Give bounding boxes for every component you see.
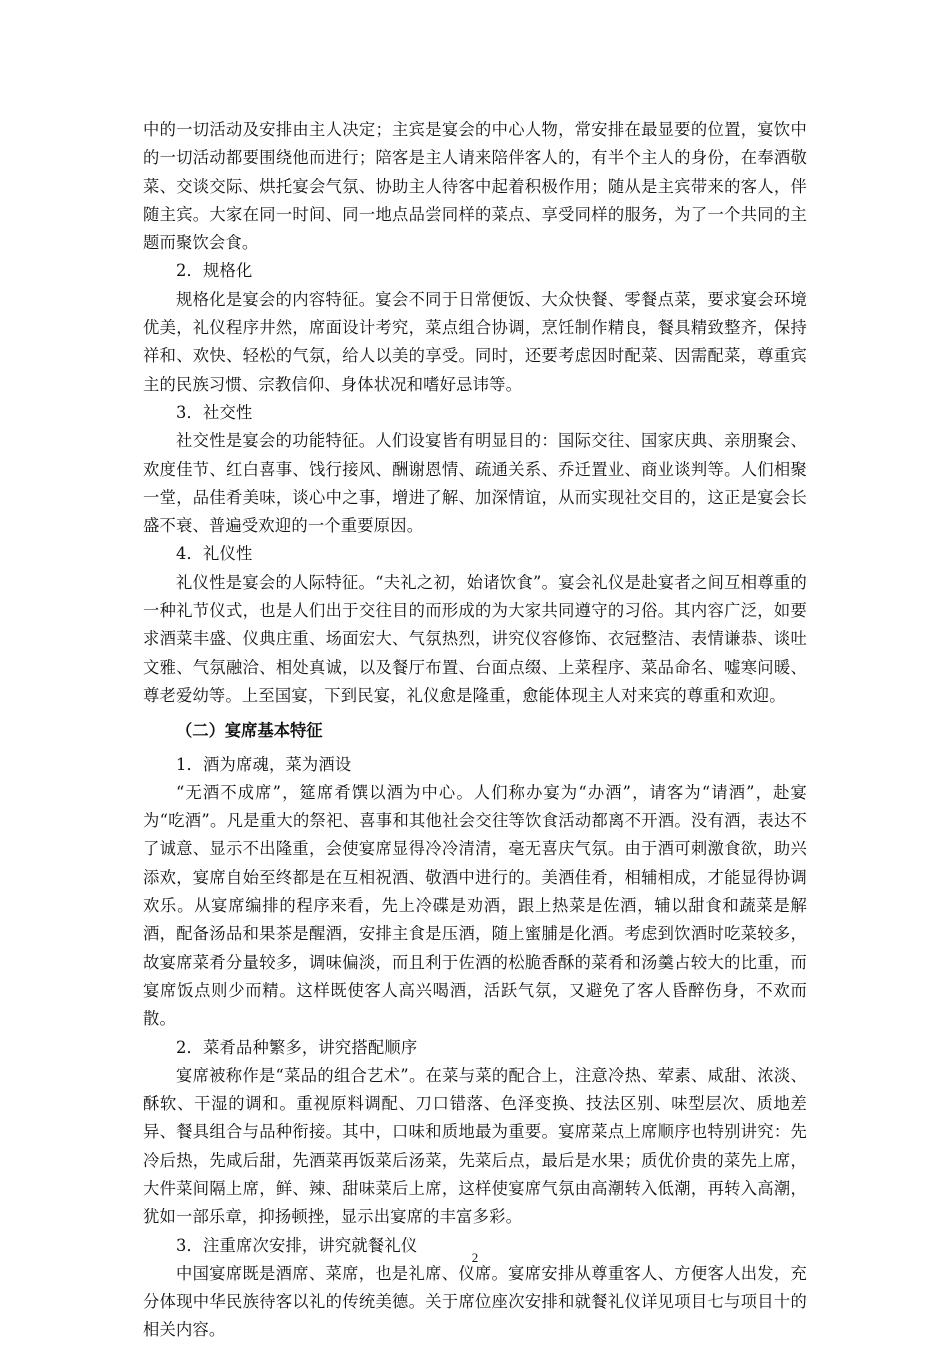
paragraph: 宴席被称作是“菜品的组合艺术”。在菜与菜的配合上，注意冷热、荤素、咸甜、浓淡、酥软、干湿的调和。重视原料调配、刀口错落、色泽变换、技法区别、味型层次、质地差异、餐具组合与品种衔接。其中，口味和质地最为重要。宴席菜点上席顺序也特别讲究：先冷后热，先咸后甜，先酒菜再饭菜后汤菜，先菜后点，最后是水果；质优价贵的菜先上席，大件菜间隔上席，鲜、辣、甜味菜后上席，这样使宴席气氛由高潮转入低潮，再转入高潮，犹如一部乐章，抑扬顿挫，显示出宴席的丰富多彩。 (143, 1065, 807, 1227)
subheading-dishes: 2．菜肴品种繁多，讲究搭配顺序 (176, 1037, 418, 1057)
paragraph: “无酒不成席”，筵席肴馔以酒为中心。人们称办宴为“办酒”，请客为“请酒”，赴宴为“吃酒”。凡是重大的祭祀、喜事和其他社会交往等饮食活动都离不开酒。没有酒，表达不了诚意、显示不出隆重，会使宴席显得冷冷清清，毫无喜庆气氛。由于酒可刺激食欲，助兴添欢，宴席自始至终都是在互相祝酒、敬酒中进行的。美酒佳肴，相辅相成，才能显得协调欢乐。从宴席编排的程序来看，先上冷碟是劝酒，跟上热菜是佐酒，辅以甜食和蔬菜是解酒，配备汤品和果茶是醒酒，安排主食是压酒，随上蜜脯是化酒。考虑到饮酒时吃菜较多，故宴席菜肴分量较多，调味偏淡，而且利于佐酒的松脆香酥的菜肴和汤羹占较大的比重，而宴席饭点则少而精。这样既使客人高兴喝酒，活跃气氛，又避免了客人昏醉伤身，不欢而散。 (143, 782, 807, 1029)
subheading-social: 3．社交性 (176, 402, 253, 422)
paragraph: 中的一切活动及安排由主人决定；主宾是宴会的中心人物，常安排在最显要的位置，宴饮中的一切活动都要围绕他而进行；陪客是主人请来陪伴客人的，有半个主人的身份，在奉酒敬菜、交谈交际、烘托宴会气氛、协助主人待客中起着积极作用；随从是主宾带来的客人，伴随主宾。大家在同一时间、同一地点品尝同样的菜点、享受同样的服务，为了一个共同的主题而聚饮会食。 (143, 120, 807, 253)
subheading-wine: 1．酒为席魂，菜为酒设 (176, 754, 352, 774)
subheading-standardization: 2．规格化 (176, 261, 253, 281)
page-number: 2 (471, 1250, 479, 1265)
subheading-etiquette: 4．礼仪性 (176, 544, 253, 564)
paragraph: 社交性是宴会的功能特征。人们设宴皆有明显目的：国际交往、国家庆典、亲朋聚会、欢度佳节、红白喜事、饯行接风、酬谢恩情、疏通关系、乔迁置业、商业谈判等。人们相聚一堂，品佳肴美味，谈心中之事，增进了解、加深情谊，从而实现社交目的，这正是宴会长盛不衰、普遍受欢迎的一个重要原因。 (143, 431, 807, 536)
document-body (143, 116, 807, 1345)
paragraph: 规格化是宴会的内容特征。宴会不同于日常便饭、大众快餐、零餐点菜，要求宴会环境优美，礼仪程序井然，席面设计考究，菜点组合协调，烹饪制作精良，餐具精致整齐，保持祥和、欢快、轻松的气氛，给人以美的享受。同时，还要考虑因时配菜、因需配菜，尊重宾主的民族习惯、宗教信仰、身体状况和嗜好忌讳等。 (143, 289, 807, 394)
subheading-seating: 3．注重席次安排，讲究就餐礼仪 (176, 1235, 418, 1255)
section-heading: （二）宴席基本特征 (176, 721, 323, 741)
paragraph: 礼仪性是宴会的人际特征。“夫礼之初，始诸饮食”。宴会礼仪是赴宴者之间互相尊重的一种礼节仪式，也是人们出于交往目的而形成的为大家共同遵守的习俗。其内容广泛，如要求酒菜丰盛、仪典庄重、场面宏大、气氛热烈，讲究仪容修饰、衣冠整洁、表情谦恭、谈吐文雅、气氛融洽、相处真诚，以及餐厅布置、台面点缀、上菜程序、菜品命名、嘘寒问暖、尊老爱幼等。上至国宴，下到民宴，礼仪愈是隆重，愈能体现主人对来宾的尊重和欢迎。 (143, 572, 807, 705)
paragraph: 中国宴席既是酒席、菜席，也是礼席、仪席。宴席安排从尊重客人、方便客人出发，充分体现中华民族待客以礼的传统美德。关于席位座次安排和就餐礼仪详见项目七与项目十的相关内容。 (143, 1263, 807, 1340)
